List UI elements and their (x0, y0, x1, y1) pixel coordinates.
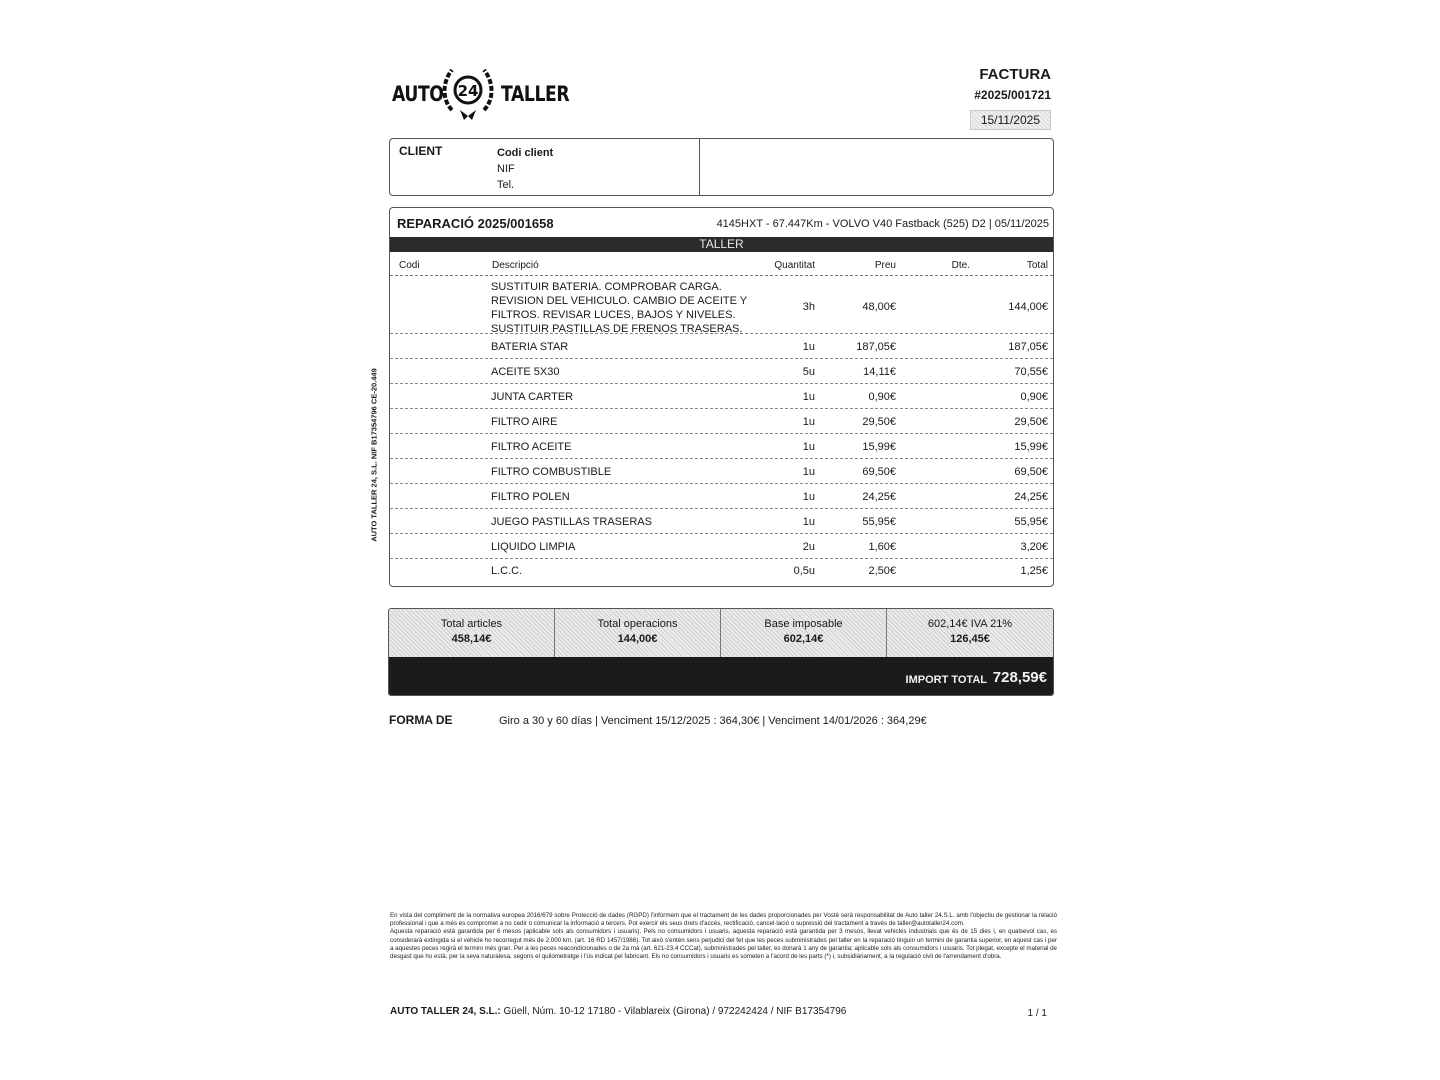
logo-taller-text: TALLER (501, 82, 570, 106)
row-total: 187,05€ (1008, 341, 1048, 353)
total-articles-value: 458,14€ (451, 633, 492, 645)
footer-company-name: AUTO TALLER 24, S.L.: (390, 1006, 501, 1017)
footer-address: Güell, Núm. 10-12 17180 - Vilablareix (Girona) / 972242424 / NIF B17354796 (500, 1006, 847, 1017)
repair-title: REPARACIÓ 2025/001658 (397, 216, 554, 231)
logo-auto-text: AUTO (392, 82, 444, 106)
row-quantity: 1u (802, 491, 815, 503)
table-row (390, 384, 1053, 409)
row-price: 24,25€ (862, 491, 896, 503)
table-row (390, 334, 1053, 359)
vat-value: 126,45€ (950, 633, 990, 645)
grand-total-label: IMPORT TOTAL (905, 674, 987, 686)
header-divider (390, 275, 1053, 276)
repair-box (389, 207, 1054, 587)
row-total: 24,25€ (1014, 491, 1048, 503)
privacy-notice: En vista del compliment de la normativa europea 2016/679 sobre Protecció de dades (RGPD) l'informem que el tractament de les dades proporcionades per Vostè serà responsabilitat de Auto taller 24,S.L. amb l'objectiu de gestionar la relació professional i que a més es compromet a no cedir o comunicar la informació a tercers. Pot exercir els seus drets d'accés, rectificació, cancel·lació o supressió del tractament a través de taller@autotaller24.com. (390, 912, 1057, 928)
payment-label: FORMA DE (389, 713, 453, 727)
client-divider (699, 139, 700, 195)
col-header-quantity: Quantitat (774, 260, 815, 271)
payment-terms: Giro a 30 y 60 días | Venciment 15/12/2025 : 364,30€ | Venciment 14/01/2026 : 364,29€ (499, 715, 927, 727)
row-quantity: 1u (802, 341, 815, 353)
row-price: 55,95€ (862, 516, 896, 528)
row-quantity: 2u (802, 541, 815, 553)
wreath-emblem-icon (438, 60, 498, 122)
row-price: 29,50€ (862, 416, 896, 428)
client-code-label: Codi client (497, 147, 554, 159)
footer-company-info (390, 1006, 846, 1017)
table-row (390, 534, 1053, 559)
invoice-date: 15/11/2025 (970, 110, 1051, 130)
company-logo (390, 60, 570, 126)
total-operations-cell (555, 609, 720, 657)
row-total: 144,00€ (1008, 301, 1048, 313)
row-total: 69,50€ (1014, 466, 1048, 478)
row-description: JUEGO PASTILLAS TRASERAS (491, 516, 652, 528)
vat-label: 602,14€ IVA 21% (927, 618, 1013, 630)
row-quantity: 3h (802, 301, 815, 313)
row-total: 1,25€ (1020, 565, 1048, 577)
row-description: FILTRO AIRE (491, 416, 558, 428)
table-row (390, 459, 1053, 484)
client-phone-label: Tel. (497, 179, 515, 191)
client-fields (497, 145, 553, 193)
col-header-code: Codi (399, 260, 420, 271)
table-row (390, 484, 1053, 509)
client-box (389, 138, 1054, 196)
total-articles-label: Total articles (440, 618, 503, 630)
row-total: 70,55€ (1014, 366, 1048, 378)
row-description: LIQUIDO LIMPIA (491, 541, 576, 553)
svg-text:24: 24 (457, 82, 479, 100)
row-quantity: 1u (802, 416, 815, 428)
table-row (390, 359, 1053, 384)
row-description: BATERIA STAR (491, 341, 569, 353)
client-label: CLIENT (399, 144, 443, 158)
row-price: 0,90€ (868, 391, 896, 403)
tax-base-label: Base imposable (764, 618, 843, 630)
row-quantity: 1u (802, 391, 815, 403)
row-price: 2,50€ (868, 565, 896, 577)
row-total: 29,50€ (1014, 416, 1048, 428)
row-price: 187,05€ (856, 341, 896, 353)
row-description: FILTRO POLEN (491, 491, 570, 503)
table-row (390, 409, 1053, 434)
row-description: JUNTA CARTER (491, 391, 574, 403)
row-total: 55,95€ (1014, 516, 1048, 528)
row-description: SUSTITUIR BATERIA. COMPROBAR CARGA. REVISION DEL VEHICULO. CAMBIO DE ACEITE Y FILTROS. REVISAR LUCES, BAJOS Y NIVELES. SUSTITUIR PASTILLAS DE FRENOS TRASERAS. (491, 281, 748, 335)
col-header-description: Descripció (492, 260, 539, 271)
table-row (390, 434, 1053, 459)
row-description: FILTRO COMBUSTIBLE (491, 466, 612, 478)
totals-box (388, 608, 1054, 696)
table-row (390, 509, 1053, 534)
section-bar-taller: TALLER (390, 237, 1053, 252)
row-price: 69,50€ (862, 466, 896, 478)
legal-notice (390, 912, 1057, 961)
table-row (390, 278, 1053, 334)
col-header-price: Preu (874, 260, 896, 271)
row-total: 0,90€ (1020, 391, 1048, 403)
total-operations-value: 144,00€ (617, 633, 658, 645)
row-description: FILTRO ACEITE (491, 441, 572, 453)
row-price: 1,60€ (868, 541, 896, 553)
client-nif-label: NIF (497, 163, 515, 175)
col-header-total: Total (1026, 260, 1048, 271)
page-counter: 1 / 1 (1027, 1008, 1047, 1019)
row-price: 48,00€ (862, 301, 896, 313)
grand-total-bar (389, 657, 1053, 695)
row-total: 3,20€ (1020, 541, 1048, 553)
vertical-registration-text: AUTO TALLER 24, S.L. NIF B17354796 CE-20.449 (369, 368, 379, 542)
warranty-notice: Aquesta reparació està garantida per 6 mesos (aplicable sols als consumidors i usuaris). Pels no consumidors i usuaris, aquesta reparació està garantida per 3 mesos, llevat vehicles industrials que és de 15 dies i, en qualsevol cas, es considerarà extingida si el vehicle ho recorregut més de 2.000 km. (art. 16 RD 1457/1986). Tot això s'entén sens perjudici del fet que les peces subministrades pel taller en la reparació tinguin un termini de garantia superior, en aquest cas i per a aquestes peces regirà el termini més gran. Per a les peces reacondicionades o de 2a mà (art. 621-23.4 CCCat), subministrades pel taller, es donarà 1 any de garantia; aplicable sols als consumidors i usuaris. Tot plegat, excepte el material de desgast que ho està, per la seva naturalesa, segons el quilometratge i l'ús indicat pel fabricant. Els no consumidors i usuaris es someten a l'acord de les parts (*) i, subsidiàriament, a la regulació civil de l'arrendament d'obra. (390, 928, 1057, 961)
row-description: L.C.C. (491, 565, 523, 577)
tax-base-value: 602,14€ (783, 633, 824, 645)
col-header-discount: Dte. (951, 260, 970, 271)
total-operations-label: Total operacions (597, 618, 678, 630)
invoice-title: FACTURA (979, 66, 1051, 83)
row-quantity: 0,5u (793, 565, 815, 577)
vat-cell (887, 609, 1053, 657)
row-quantity: 1u (802, 441, 815, 453)
grand-total-value: 728,59€ (992, 669, 1047, 686)
table-row (390, 559, 1053, 583)
vehicle-info: 4145HXT - 67.447Km - VOLVO V40 Fastback (525) D2 | 05/11/2025 (716, 218, 1049, 230)
row-total: 15,99€ (1014, 441, 1048, 453)
tax-base-cell (721, 609, 886, 657)
total-articles-cell (389, 609, 554, 657)
row-price: 14,11€ (863, 366, 896, 378)
row-quantity: 5u (802, 366, 815, 378)
row-description: ACEITE 5X30 (491, 366, 560, 378)
row-quantity: 1u (802, 516, 815, 528)
invoice-number: #2025/001721 (974, 88, 1051, 102)
row-quantity: 1u (802, 466, 815, 478)
row-price: 15,99€ (862, 441, 896, 453)
